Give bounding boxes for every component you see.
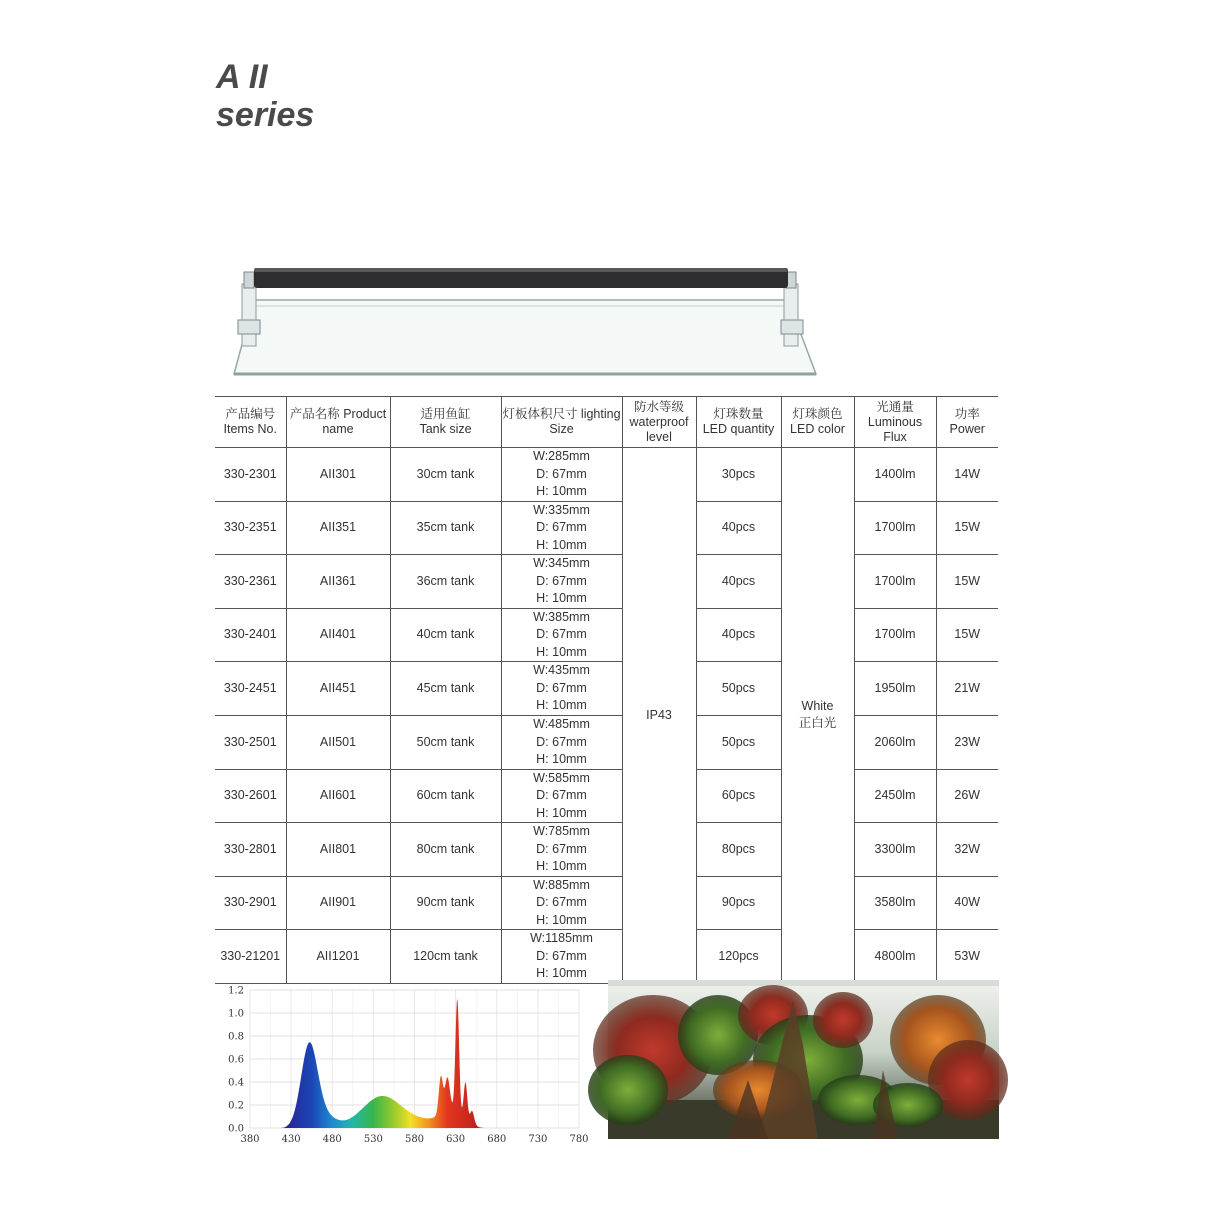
item-no-cell: 330-2451 bbox=[215, 662, 286, 716]
lighting-size-cell bbox=[501, 448, 622, 502]
x-tick-label: 680 bbox=[487, 1134, 507, 1145]
header-cell bbox=[622, 397, 696, 448]
led-quantity-cell: 90pcs bbox=[696, 876, 781, 930]
led-quantity-cell: 40pcs bbox=[696, 501, 781, 555]
power-cell: 21W bbox=[936, 662, 998, 716]
size-w: W:885mm bbox=[533, 877, 590, 892]
lighting-size-cell bbox=[501, 876, 622, 930]
size-d: D: 67mm bbox=[536, 948, 587, 963]
led-color-en: White bbox=[801, 698, 834, 713]
luminous-flux-cell: 2060lm bbox=[854, 715, 936, 769]
luminous-flux-cell: 1950lm bbox=[854, 662, 936, 716]
spectrum-chart bbox=[214, 982, 589, 1146]
x-tick-label: 580 bbox=[404, 1134, 425, 1145]
table-row bbox=[215, 448, 998, 502]
x-tick-label: 430 bbox=[281, 1134, 301, 1145]
header-en: Luminous Flux bbox=[867, 414, 923, 444]
size-d: D: 67mm bbox=[536, 788, 587, 803]
header-cn: 防水等级 bbox=[633, 399, 684, 414]
size-h: H: 10mm bbox=[536, 591, 587, 606]
item-no-cell: 330-2361 bbox=[215, 555, 286, 609]
size-h: H: 10mm bbox=[536, 698, 587, 713]
header-cell bbox=[286, 397, 390, 448]
lighting-size-cell bbox=[501, 823, 622, 877]
table-body bbox=[215, 448, 998, 984]
luminous-flux-cell: 4800lm bbox=[854, 930, 936, 984]
tank-size-cell: 45cm tank bbox=[390, 662, 501, 716]
led-quantity-cell: 120pcs bbox=[696, 930, 781, 984]
product-name-cell: AII401 bbox=[286, 608, 390, 662]
header-cn: 灯板体积尺寸 lighting bbox=[502, 407, 621, 421]
table-row bbox=[215, 876, 998, 930]
item-no-cell: 330-21201 bbox=[215, 930, 286, 984]
header-cn: 光通量 bbox=[876, 399, 914, 414]
size-d: D: 67mm bbox=[536, 466, 587, 481]
table-row bbox=[215, 501, 998, 555]
size-w: W:335mm bbox=[533, 502, 590, 517]
header-en: LED quantity bbox=[702, 422, 775, 436]
header-row bbox=[215, 397, 998, 448]
size-h: H: 10mm bbox=[536, 859, 587, 874]
product-name-cell: AII901 bbox=[286, 876, 390, 930]
size-w: W:345mm bbox=[533, 556, 590, 571]
tank-size-cell: 40cm tank bbox=[390, 608, 501, 662]
size-w: W:785mm bbox=[533, 824, 590, 839]
y-tick-label: 0.6 bbox=[228, 1054, 244, 1066]
table-row bbox=[215, 555, 998, 609]
luminous-flux-cell: 1400lm bbox=[854, 448, 936, 502]
item-no-cell: 330-2801 bbox=[215, 823, 286, 877]
header-en: Tank size bbox=[419, 422, 472, 436]
size-h: H: 10mm bbox=[536, 537, 587, 552]
header-cn: 产品名称 Product bbox=[289, 407, 387, 421]
led-quantity-cell: 50pcs bbox=[696, 715, 781, 769]
table-row bbox=[215, 608, 998, 662]
tank-size-cell: 35cm tank bbox=[390, 501, 501, 555]
power-cell: 53W bbox=[936, 930, 998, 984]
power-cell: 23W bbox=[936, 715, 998, 769]
power-cell: 32W bbox=[936, 823, 998, 877]
spectrum-y-ticks bbox=[228, 986, 244, 1135]
item-no-cell: 330-2401 bbox=[215, 608, 286, 662]
header-cell bbox=[781, 397, 854, 448]
luminous-flux-cell: 1700lm bbox=[854, 555, 936, 609]
led-quantity-cell: 80pcs bbox=[696, 823, 781, 877]
y-tick-label: 1.2 bbox=[228, 985, 244, 997]
tank-size-cell: 30cm tank bbox=[390, 448, 501, 502]
x-tick-label: 780 bbox=[569, 1134, 589, 1145]
tank-size-cell: 60cm tank bbox=[390, 769, 501, 823]
x-tick-label: 380 bbox=[240, 1134, 260, 1145]
y-tick-label: 0.8 bbox=[228, 1031, 244, 1043]
y-tick-label: 0.4 bbox=[228, 1077, 244, 1089]
tank-size-cell: 36cm tank bbox=[390, 555, 501, 609]
size-h: H: 10mm bbox=[536, 912, 587, 927]
table-row bbox=[215, 930, 998, 984]
product-name-cell: AII501 bbox=[286, 715, 390, 769]
header-cell bbox=[390, 397, 501, 448]
power-cell: 15W bbox=[936, 555, 998, 609]
item-no-cell: 330-2301 bbox=[215, 448, 286, 502]
size-d: D: 67mm bbox=[536, 734, 587, 749]
product-name-cell: AII601 bbox=[286, 769, 390, 823]
table-row bbox=[215, 823, 998, 877]
y-tick-label: 0.2 bbox=[228, 1100, 244, 1112]
x-tick-label: 730 bbox=[528, 1134, 548, 1145]
header-cn: 灯珠数量 bbox=[713, 407, 764, 421]
table-row bbox=[215, 769, 998, 823]
power-cell: 15W bbox=[936, 608, 998, 662]
tank-size-cell: 80cm tank bbox=[390, 823, 501, 877]
item-no-cell: 330-2501 bbox=[215, 715, 286, 769]
size-d: D: 67mm bbox=[536, 627, 587, 642]
lighting-size-cell bbox=[501, 662, 622, 716]
product-name-cell: AII801 bbox=[286, 823, 390, 877]
spec-table bbox=[215, 396, 998, 984]
lighting-size-cell bbox=[501, 608, 622, 662]
series-title-line2: series bbox=[216, 96, 315, 134]
x-tick-label: 480 bbox=[322, 1134, 342, 1145]
header-cell bbox=[936, 397, 998, 448]
header-cell bbox=[854, 397, 936, 448]
size-w: W:585mm bbox=[533, 770, 590, 785]
led-quantity-cell: 40pcs bbox=[696, 555, 781, 609]
led-quantity-cell: 50pcs bbox=[696, 662, 781, 716]
size-d: D: 67mm bbox=[536, 520, 587, 535]
header-en: LED color bbox=[790, 422, 845, 436]
size-d: D: 67mm bbox=[536, 895, 587, 910]
tank-size-cell: 120cm tank bbox=[390, 930, 501, 984]
header-en: Items No. bbox=[223, 422, 277, 436]
lighting-size-cell bbox=[501, 555, 622, 609]
led-color-cell bbox=[781, 448, 854, 984]
header-en: name bbox=[322, 422, 354, 436]
product-light-image bbox=[226, 262, 826, 382]
size-h: H: 10mm bbox=[536, 752, 587, 767]
spectrum-x-ticks bbox=[240, 1134, 588, 1145]
header-en: waterproof level bbox=[629, 414, 689, 444]
table-row bbox=[215, 662, 998, 716]
size-d: D: 67mm bbox=[536, 680, 587, 695]
y-tick-label: 1.0 bbox=[228, 1008, 244, 1020]
header-cn: 适用鱼缸 bbox=[420, 407, 471, 421]
luminous-flux-cell: 3580lm bbox=[854, 876, 936, 930]
product-name-cell: AII1201 bbox=[286, 930, 390, 984]
size-h: H: 10mm bbox=[536, 966, 587, 981]
waterproof-cell: IP43 bbox=[622, 448, 696, 984]
led-color-cn: 正白光 bbox=[798, 716, 837, 731]
power-cell: 40W bbox=[936, 876, 998, 930]
led-quantity-cell: 30pcs bbox=[696, 448, 781, 502]
luminous-flux-cell: 2450lm bbox=[854, 769, 936, 823]
spectrum-curve bbox=[279, 999, 485, 1128]
lighting-size-cell bbox=[501, 769, 622, 823]
x-tick-label: 530 bbox=[363, 1134, 383, 1145]
x-tick-label: 630 bbox=[446, 1134, 466, 1145]
item-no-cell: 330-2601 bbox=[215, 769, 286, 823]
product-name-cell: AII351 bbox=[286, 501, 390, 555]
size-w: W:385mm bbox=[533, 609, 590, 624]
header-en: Power bbox=[949, 422, 985, 436]
luminous-flux-cell: 1700lm bbox=[854, 608, 936, 662]
luminous-flux-cell: 1700lm bbox=[854, 501, 936, 555]
series-title bbox=[216, 58, 314, 134]
power-cell: 26W bbox=[936, 769, 998, 823]
header-cell bbox=[696, 397, 781, 448]
tank-size-cell: 90cm tank bbox=[390, 876, 501, 930]
size-h: H: 10mm bbox=[536, 805, 587, 820]
size-w: W:1185mm bbox=[530, 931, 593, 946]
led-quantity-cell: 40pcs bbox=[696, 608, 781, 662]
item-no-cell: 330-2351 bbox=[215, 501, 286, 555]
power-cell: 14W bbox=[936, 448, 998, 502]
size-d: D: 67mm bbox=[536, 841, 587, 856]
header-cn: 功率 bbox=[954, 407, 980, 421]
aquarium-photo bbox=[608, 980, 999, 1139]
size-w: W:435mm bbox=[533, 663, 590, 678]
y-tick-label: 0.0 bbox=[228, 1123, 244, 1135]
table-row bbox=[215, 715, 998, 769]
size-d: D: 67mm bbox=[536, 573, 587, 588]
size-w: W:285mm bbox=[533, 449, 590, 464]
lighting-size-cell bbox=[501, 501, 622, 555]
power-cell: 15W bbox=[936, 501, 998, 555]
product-name-cell: AII301 bbox=[286, 448, 390, 502]
product-name-cell: AII451 bbox=[286, 662, 390, 716]
header-en: Size bbox=[549, 422, 574, 436]
header-cn: 灯珠颜色 bbox=[792, 407, 843, 421]
lighting-size-cell bbox=[501, 715, 622, 769]
product-name-cell: AII361 bbox=[286, 555, 390, 609]
series-title-line1: A II bbox=[216, 58, 268, 96]
size-h: H: 10mm bbox=[536, 484, 587, 499]
tank-size-cell: 50cm tank bbox=[390, 715, 501, 769]
luminous-flux-cell: 3300lm bbox=[854, 823, 936, 877]
header-cell bbox=[501, 397, 622, 448]
size-w: W:485mm bbox=[533, 717, 590, 732]
header-cell bbox=[215, 397, 286, 448]
item-no-cell: 330-2901 bbox=[215, 876, 286, 930]
header-cn: 产品编号 bbox=[225, 407, 276, 421]
led-quantity-cell: 60pcs bbox=[696, 769, 781, 823]
lighting-size-cell bbox=[501, 930, 622, 984]
size-h: H: 10mm bbox=[536, 644, 587, 659]
